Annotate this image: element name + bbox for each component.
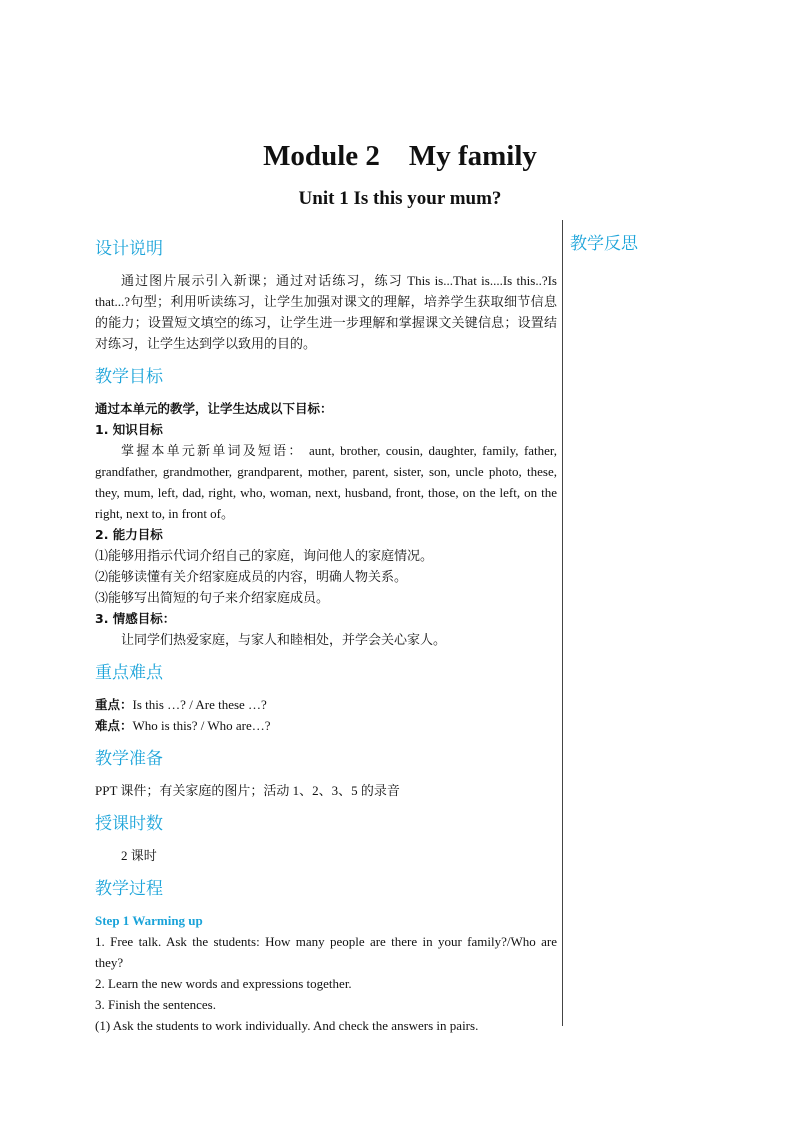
process-line: (1) Ask the students to work individually. And check the answers in pairs. (95, 1018, 479, 1033)
emotion-title: 3. 情感目标： (95, 611, 176, 626)
ability-item: ⑶能够写出简短的句子来介绍家庭成员。 (95, 590, 330, 605)
focus-line (95, 694, 557, 715)
step1-heading: Step 1 Warming up (95, 913, 203, 928)
knowledge-title: 1. 知识目标 (95, 422, 163, 437)
document-title: Module 2 My family (263, 140, 537, 172)
difficulty-text: Who is this? / Who are…? (132, 718, 271, 733)
focus-text: Is this …? / Are these …? (132, 697, 267, 712)
preparation-text: PPT 课件；有关家庭的图片；活动 1、2、3、5 的录音 (95, 783, 400, 798)
reflection-heading: 教学反思 (570, 234, 638, 254)
process-heading: 教学过程 (95, 879, 163, 899)
process-line: 2. Learn the new words and expressions together. (95, 976, 352, 991)
difficulty-label: 难点： (95, 718, 133, 733)
main-column (95, 236, 557, 1036)
column-divider (562, 220, 563, 1026)
objectives-heading: 教学目标 (95, 367, 163, 387)
ability-title: 2. 能力目标 (95, 527, 163, 542)
preparation-heading: 教学准备 (95, 749, 163, 769)
hours-text: 2 课时 (121, 848, 157, 863)
key-points-heading: 重点难点 (95, 663, 163, 683)
objectives-intro: 通过本单元的教学，让学生达成以下目标： (95, 401, 333, 416)
design-text: 通过图片展示引入新课；通过对话练习，练习 This is...That is....Is this..?Is that...?句型；利用听读练习，让学生加强对课文的理解，培养学生获取细节信息的能力；设置短文填空的练习，让学生进一步理解和掌握课文关键信息；设置结对练习，让学生达到学以致用的目的。 (95, 273, 557, 351)
ability-item: ⑵能够读懂有关介绍家庭成员的内容，明确人物关系。 (95, 569, 408, 584)
knowledge-text: 掌握本单元新单词及短语： aunt, brother, cousin, daughter, family, father, grandfather, grandmother, grandparent, mother, parent, sister, son, uncle photo, these, they, mum, left, dad, right, who, woman, next, husband, front, those, on the left, on the right, next to, in front of。 (95, 443, 557, 521)
focus-label: 重点： (95, 697, 133, 712)
process-line: 3. Finish the sentences. (95, 997, 216, 1012)
emotion-text: 让同学们热爱家庭，与家人和睦相处，并学会关心家人。 (121, 632, 447, 647)
document-subtitle: Unit 1 Is this your mum? (298, 188, 502, 209)
design-heading: 设计说明 (95, 239, 163, 259)
hours-heading: 授课时数 (95, 814, 163, 834)
ability-item: ⑴能够用指示代词介绍自己的家庭，询问他人的家庭情况。 (95, 548, 434, 563)
difficulty-line (95, 715, 557, 736)
process-line: 1. Free talk. Ask the students: How many people are there in your family?/Who are they? (95, 934, 557, 970)
